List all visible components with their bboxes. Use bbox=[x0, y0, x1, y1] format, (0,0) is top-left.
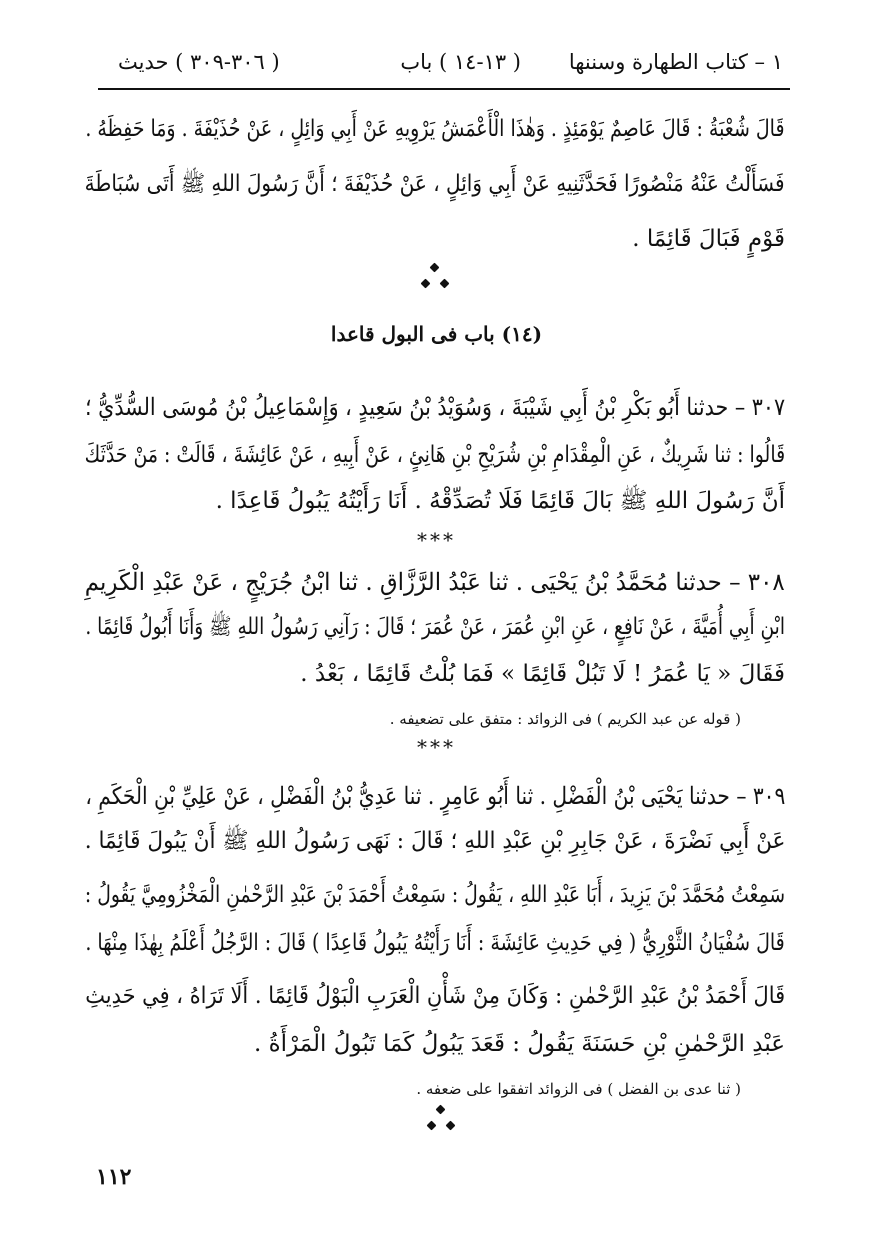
separator-dots bbox=[426, 1104, 456, 1134]
text-line: فَقَالَ « يَا عُمَرُ ! لَا تَبُلْ قَائِمًا » فَمَا بُلْتُ قَائِمًا ، بَعْدُ . bbox=[300, 661, 785, 687]
text-line: قَالُوا : ثنا شَرِيكٌ ، عَنِ الْمِقْدَامِ بْنِ شُرَيْحِ بْنِ هَانِئٍ ، عَنْ أَبِيهِ ، عَنْ عَائِشَةَ ، قَالَتْ : مَنْ حَدَّثَكَ bbox=[84, 442, 785, 468]
text-line: أَنَّ رَسُولَ اللهِ ﷺ بَالَ قَائِمًا فَلَا تُصَدِّقْهُ . أَنَا رَأَيْتُهُ يَبُولُ قَاعِدًا . bbox=[215, 488, 785, 514]
text-line: ٣٠٧ – حدثنا أَبُو بَكْرِ بْنُ أَبِي شَيْبَةَ ، وَسُوَيْدُ بْنُ سَعِيدٍ ، وَإِسْمَاعِيلُ بْنُ مُوسَى السُّدِّيُّ ؛ bbox=[84, 393, 785, 421]
text-line: عَبْدِ الرَّحْمٰنِ بْنِ حَسَنَةَ يَقُولُ : قَعَدَ يَبُولُ كَمَا تَبُولُ الْمَرْأَةُ . bbox=[254, 1031, 785, 1057]
text-line: سَمِعْتُ مُحَمَّدَ بْنَ يَزِيدَ ، أَبَا عَبْدِ اللهِ ، يَقُولُ : سَمِعْتُ أَحْمَدَ بْنَ عَبْدِ الرَّحْمٰنِ الْمَخْزُومِيَّ يَقُولُ : bbox=[84, 882, 785, 908]
text-line: ٣٠٩ – حدثنا يَحْيَى بْنُ الْفَضْلِ . ثنا أَبُو عَامِرٍ . ثنا عَدِيُّ بْنُ الْفَضْلِ ، عَنْ عَلِيِّ بْنِ الْحَكَمِ ، bbox=[84, 782, 785, 810]
text-line: عَنْ أَبِي نَضْرَةَ ، عَنْ جَابِرِ بْنِ عَبْدِ اللهِ ؛ قَالَ : نَهَى رَسُولُ اللهِ ﷺ أَنْ يَبُولَ قَائِمًا . bbox=[84, 828, 785, 854]
text-line: قَالَ سُفْيَانُ الثَّوْرِيُّ ( فِي حَدِيثِ عَائِشَةَ : أَنَا رَأَيْتُهُ يَبُولُ قَاعِدًا ) قَالَ : الرَّجُلُ أَعْلَمُ بِهٰذَا مِنْهَا . bbox=[85, 930, 785, 956]
running-header bbox=[118, 46, 783, 82]
text-line: فَسَأَلْتُ عَنْهُ مَنْصُورًا فَحَدَّثَنِيهِ عَنْ أَبِي وَائِلٍ ، عَنْ حُذَيْفَةَ ؛ أَنَّ رَسُولَ اللهِ ﷺ أَتَى سُبَاطَةَ bbox=[85, 171, 785, 197]
text-line: ٣٠٨ – حدثنا مُحَمَّدُ بْنُ يَحْيَى . ثنا عَبْدُ الرَّزَّاقِ . ثنا ابْنُ جُرَيْجٍ ، عَنْ عَبْدِ الْكَرِيمِ bbox=[85, 568, 785, 596]
text-line: قَوْمٍ فَبَالَ قَائِمًا . bbox=[632, 226, 785, 252]
footnote-309: ( ثنا عدى بن الفضل ) فى الزوائد اتفقوا على ضعفه . bbox=[416, 1080, 741, 1098]
header-bab: ( ١٣-١٤ ) باب bbox=[400, 50, 521, 74]
separator-dots bbox=[420, 262, 450, 292]
page-number: ١١٢ bbox=[96, 1164, 132, 1190]
header-hadith-range: ( ٣٠٦-٣٠٩ ) حديث bbox=[118, 50, 280, 74]
text-line: ابْنِ أَبِي أُمَيَّةَ ، عَنْ نَافِعٍ ، عَنِ ابْنِ عُمَرَ ، عَنْ عُمَرَ ؛ قَالَ : رَآنِي رَسُولُ اللهِ ﷺ وَأَنَا أَبُولُ قَائِمًا . bbox=[85, 614, 785, 640]
separator-stars: *** bbox=[417, 735, 456, 759]
footnote-308: ( قوله عن عبد الكريم ) فى الزوائد : متفق على تضعيفه . bbox=[389, 710, 741, 728]
text-line: قَالَ شُعْبَةُ : قَالَ عَاصِمٌ يَوْمَئِذٍ . وَهٰذَا الْأَعْمَشُ يَرْوِيهِ عَنْ أَبِي وَائِلٍ ، عَنْ حُذَيْفَةَ . وَمَا حَفِظَهُ . bbox=[85, 116, 785, 142]
text-line: قَالَ أَحْمَدُ بْنُ عَبْدِ الرَّحْمٰنِ : وَكَانَ مِنْ شَأْنِ الْعَرَبِ الْبَوْلُ قَائِمًا . أَلَا تَرَاهُ ، فِي حَدِيثِ bbox=[85, 983, 785, 1009]
header-book-title: ١ – كتاب الطهارة وسننها bbox=[568, 50, 783, 74]
header-rule bbox=[98, 88, 790, 90]
section-title: (١٤) باب فى البول قاعدا bbox=[330, 322, 543, 346]
separator-stars: *** bbox=[417, 528, 456, 552]
